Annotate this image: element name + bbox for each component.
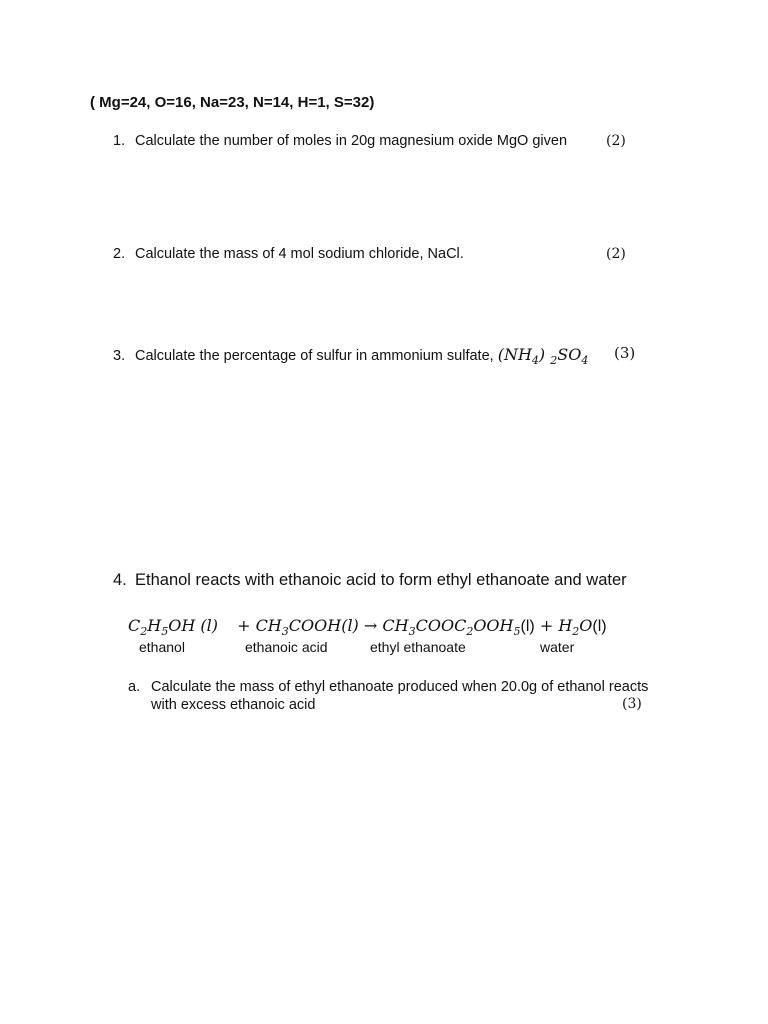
plus-sign: + [237, 616, 251, 635]
question-2 [113, 246, 464, 262]
marks-q1: (2) [606, 133, 626, 149]
ammonium-sulfate-formula: $(NH_4)$ $_2SO_4$ [497, 345, 589, 368]
arrow-icon: → [363, 616, 378, 635]
marks-q2: (2) [606, 246, 626, 262]
product-water-formula: $H_2O(l)$ [558, 616, 607, 639]
marks-q4a: (3) [622, 696, 642, 712]
question-number: 3. [113, 348, 126, 364]
question-1 [113, 133, 567, 149]
label-water: water [540, 639, 575, 655]
question-text: Calculate the number of moles in 20g magnesium oxide MgO given [135, 133, 568, 149]
label-ethanol: ethanol [139, 639, 185, 655]
marks-q3: (3) [614, 344, 636, 362]
question-text: Calculate the mass of 4 mol sodium chloride, NaCl. [135, 246, 464, 262]
subquestion-a-line1: Calculate the mass of ethyl ethanoate produced when 20.0g of ethanol reacts [151, 679, 649, 695]
reactant-ethanoic-acid-formula: $CH_3COOH(l)$ [255, 616, 359, 639]
question-number: 1. [113, 133, 126, 149]
reactant-ethanol-formula: $C_2H_5OH$ (l) [128, 616, 218, 639]
relative-atomic-masses: ( Mg=24, O=16, Na=23, N=14, H=1, S=32) [90, 94, 375, 111]
reaction-equation [128, 616, 607, 638]
label-ethanoic-acid: ethanoic acid [245, 639, 328, 655]
question-number: 2. [113, 246, 126, 262]
question-4 [113, 571, 627, 590]
subquestion-a-letter: a. [128, 679, 141, 695]
question-text: Ethanol reacts with ethanoic acid to form ethyl ethanoate and water [135, 571, 627, 589]
plus-sign: + [539, 616, 554, 635]
question-number: 4. [113, 571, 127, 589]
label-ethyl-ethanoate: ethyl ethanoate [370, 639, 466, 655]
product-ethyl-ethanoate-formula: $CH_3COOC_2OOH_5(l)$ [382, 616, 535, 639]
subquestion-a-line2: with excess ethanoic acid [151, 697, 316, 713]
question-text: Calculate the percentage of sulfur in ammonium sulfate, [135, 348, 494, 364]
question-3 [113, 345, 588, 367]
